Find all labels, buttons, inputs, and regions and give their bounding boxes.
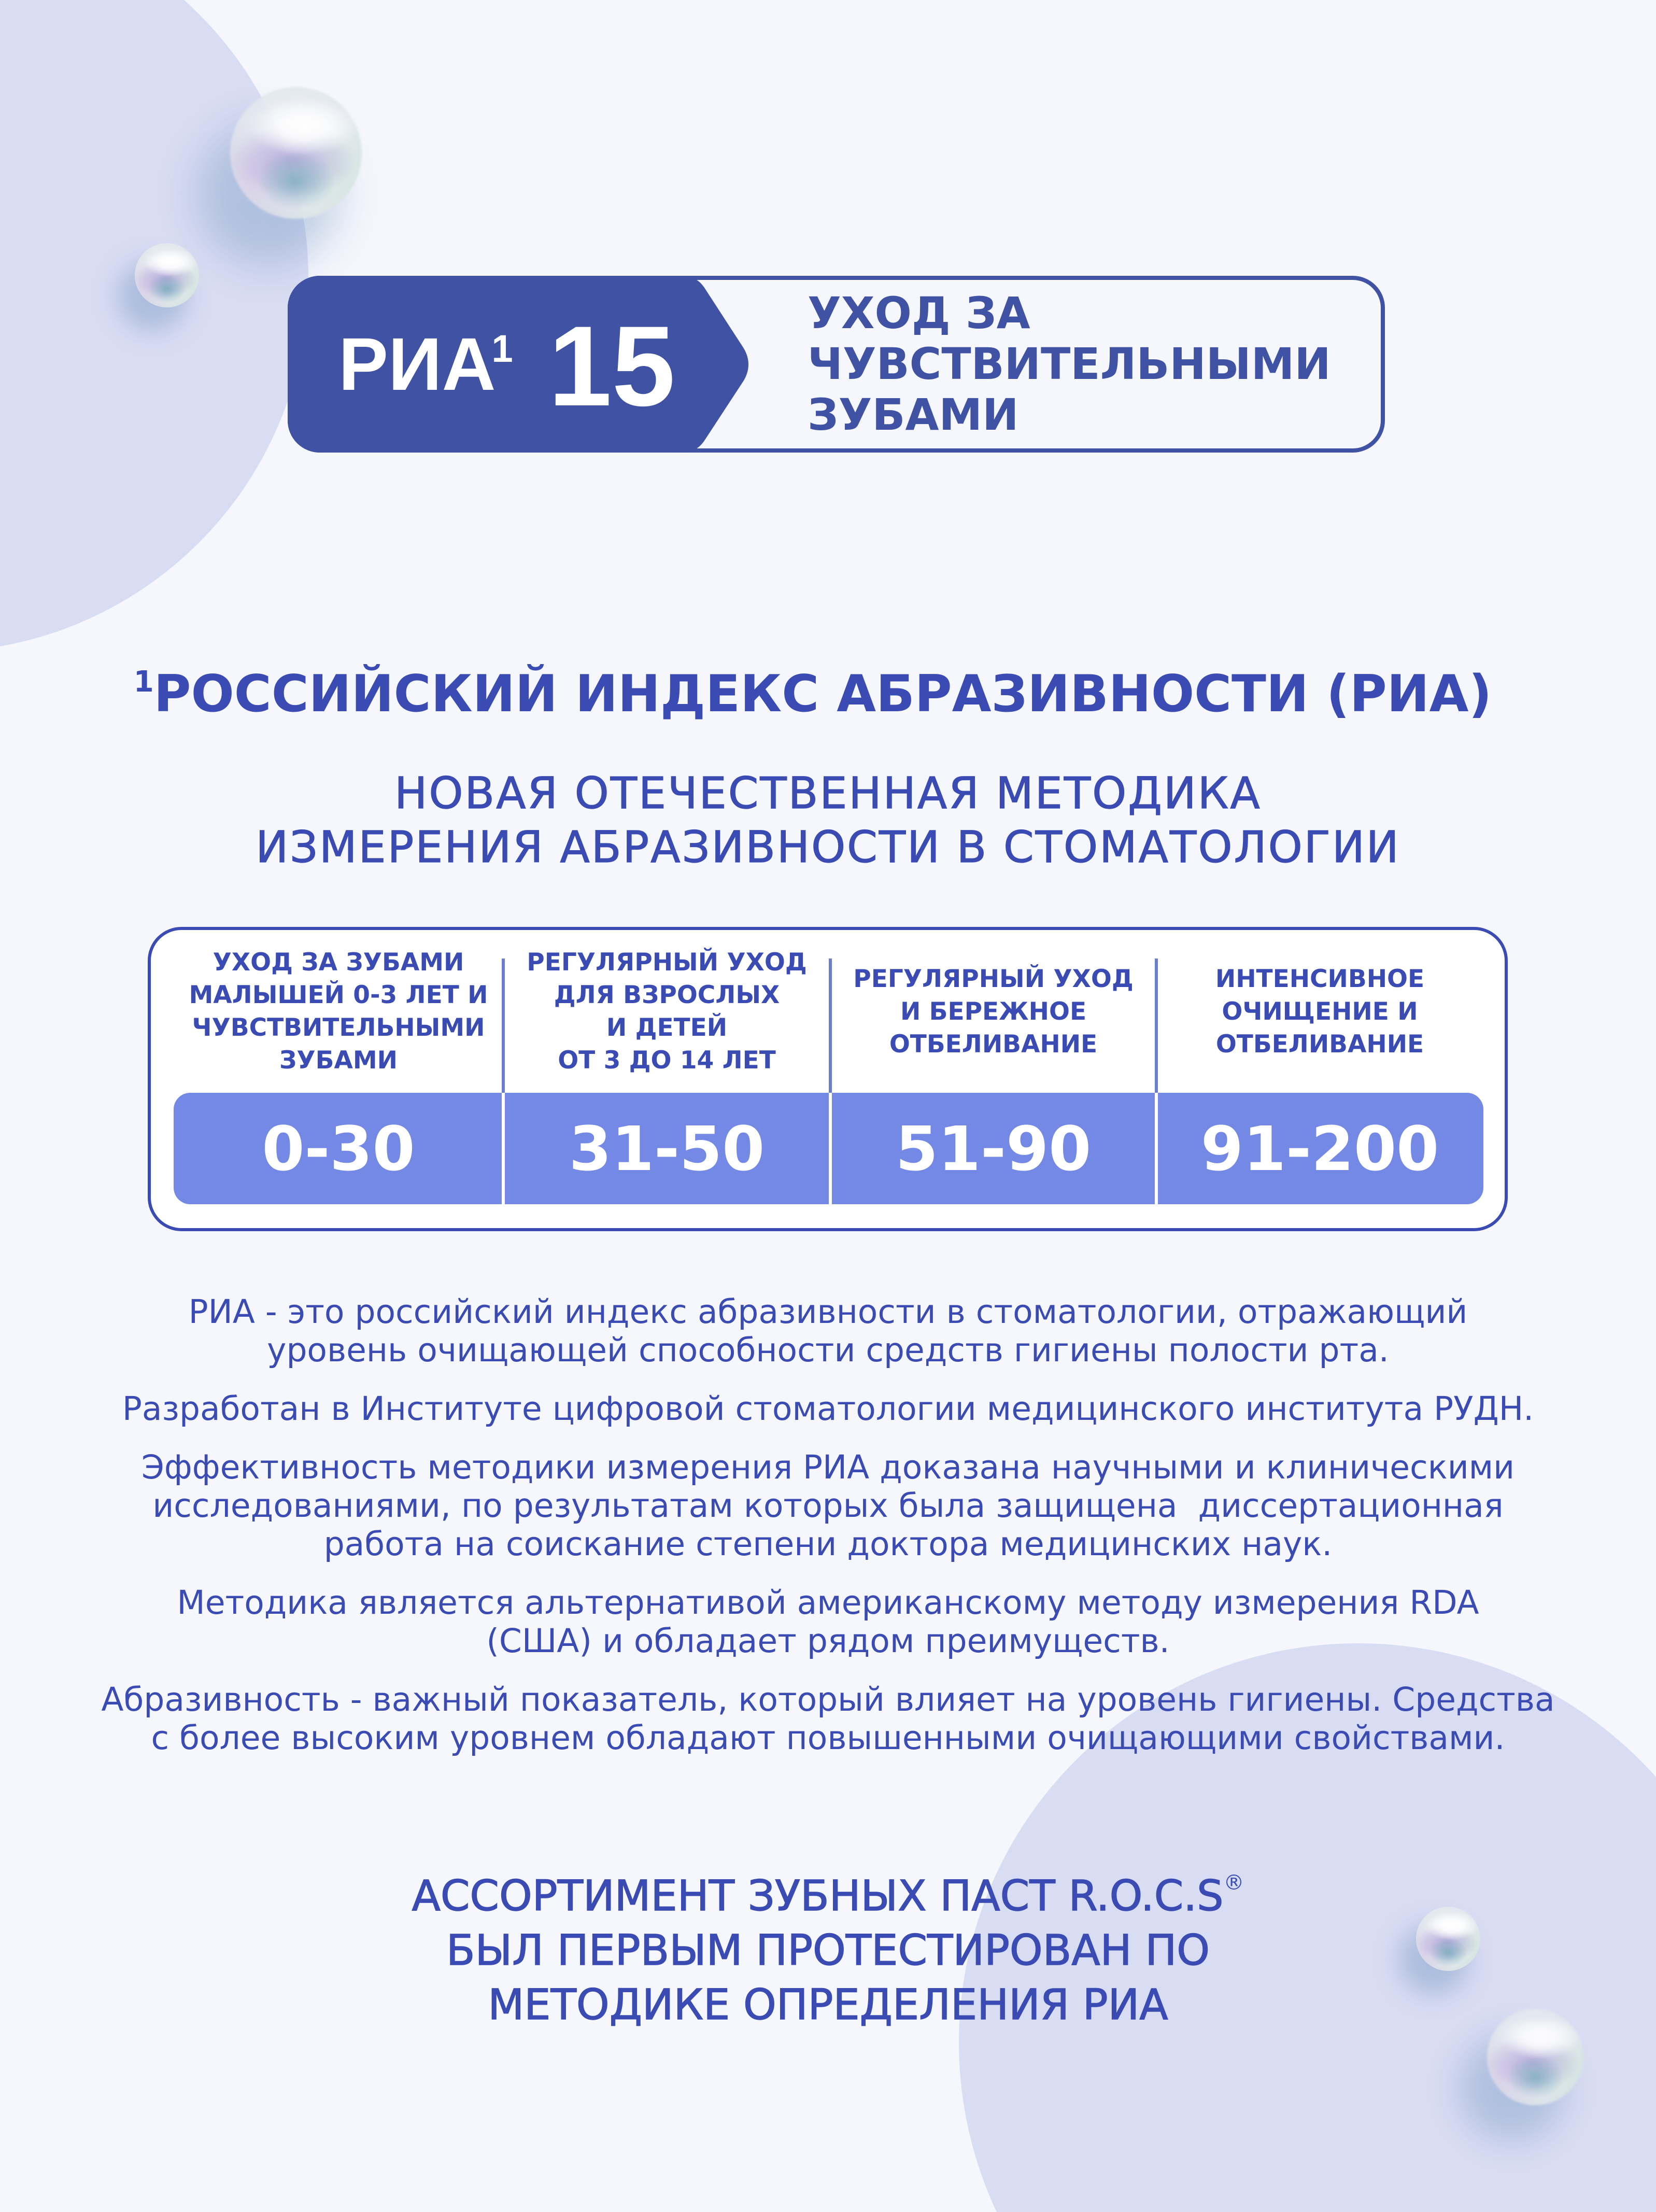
paragraph-line: Абразивность - важный показатель, который влияет на уровень гигиены. Средства bbox=[101, 1681, 1555, 1718]
header-line: УХОД ЗА ЗУБАМИ bbox=[213, 948, 464, 977]
paragraph-line: работа на соискание степени доктора медицинских наук. bbox=[323, 1525, 1333, 1563]
badge-label-text: РИА bbox=[338, 322, 496, 406]
claim-line-text: АССОРТИМЕНТ ЗУБНЫХ ПАСТ R.O.C.S bbox=[412, 1872, 1224, 1921]
paragraph bbox=[0, 1448, 1656, 1563]
trademark-icon: ® bbox=[1223, 1871, 1244, 1895]
claim-line: МЕТОДИКЕ ОПРЕДЕЛЕНИЯ РИА bbox=[488, 1981, 1168, 2030]
ria-badge bbox=[288, 276, 1385, 453]
badge-label bbox=[338, 322, 513, 406]
paragraph bbox=[0, 1293, 1656, 1370]
page-title bbox=[0, 663, 1625, 725]
column-divider bbox=[829, 959, 832, 1093]
paragraph-line: (США) и обладает рядом преимуществ. bbox=[486, 1622, 1170, 1660]
badge-description-line: ЗУБАМИ bbox=[808, 389, 1019, 440]
abrasivity-scale-table bbox=[148, 927, 1508, 1231]
claim-line bbox=[0, 1869, 1656, 1924]
column-divider bbox=[1155, 959, 1158, 1093]
header-line: ОТБЕЛИВАНИЕ bbox=[889, 1030, 1098, 1059]
header-line: ЗУБАМИ bbox=[279, 1046, 398, 1075]
rocs-claim bbox=[0, 1869, 1656, 2033]
paragraph-line: Разработан в Институте цифровой стоматологии медицинского института РУДН. bbox=[122, 1390, 1534, 1428]
scale-column-header bbox=[830, 930, 1156, 1093]
scale-range-value: 51-90 bbox=[895, 1112, 1092, 1185]
subtitle-line: ИЗМЕРЕНИЯ АБРАЗИВНОСТИ В СТОМАТОЛОГИИ bbox=[256, 822, 1400, 872]
title-footnote-mark: 1 bbox=[133, 665, 154, 699]
subtitle-line: НОВАЯ ОТЕЧЕСТВЕННАЯ МЕТОДИКА bbox=[394, 768, 1262, 819]
badge-description bbox=[808, 288, 1331, 440]
paragraph bbox=[0, 1681, 1656, 1757]
header-line: ОТБЕЛИВАНИЕ bbox=[1215, 1030, 1424, 1059]
paragraph-line: исследованиями, по результатам которых была защищена диссертационная bbox=[152, 1487, 1504, 1525]
badge-footnote-mark: 1 bbox=[491, 327, 513, 370]
scale-column-header bbox=[174, 930, 503, 1093]
header-line: И ДЕТЕЙ bbox=[606, 1013, 728, 1042]
paragraph-line: уровень очищающей способности средств гигиены полости рта. bbox=[267, 1331, 1389, 1369]
badge-value: 15 bbox=[548, 302, 675, 430]
paragraph-line: Методика является альтернативой американскому методу измерения RDA bbox=[177, 1584, 1479, 1622]
scale-column-header bbox=[1156, 930, 1483, 1093]
claim-line: БЫЛ ПЕРВЫМ ПРОТЕСТИРОВАН ПО bbox=[446, 1926, 1210, 1975]
header-line: МАЛЫШЕЙ 0-3 ЛЕТ И bbox=[189, 981, 488, 1009]
column-divider bbox=[1155, 1093, 1158, 1204]
header-line: ИНТЕНСИВНОЕ bbox=[1215, 964, 1425, 993]
scale-range-value: 31-50 bbox=[569, 1112, 765, 1185]
pearl-icon bbox=[230, 87, 362, 219]
badge-description-line: ЧУВСТВИТЕЛЬНЫМИ bbox=[808, 339, 1331, 389]
paragraph bbox=[0, 1390, 1656, 1428]
header-line: РЕГУЛЯРНЫЙ УХОД bbox=[527, 948, 807, 977]
column-divider bbox=[502, 959, 505, 1093]
header-line: РЕГУЛЯРНЫЙ УХОД bbox=[853, 964, 1134, 993]
pearl-icon bbox=[135, 243, 199, 307]
paragraph-line: Эффективность методики измерения РИА доказана научными и клиническими bbox=[141, 1448, 1515, 1486]
paragraph-line: с более высоким уровнем обладают повышенными очищающими свойствами. bbox=[151, 1719, 1505, 1757]
subtitle bbox=[0, 766, 1656, 874]
header-line: ЧУВСТВИТЕЛЬНЫМИ bbox=[192, 1013, 485, 1042]
header-line: ОТ 3 ДО 14 ЛЕТ bbox=[558, 1046, 776, 1075]
scale-column-header bbox=[503, 930, 830, 1093]
column-divider bbox=[502, 1093, 505, 1204]
header-line: ДЛЯ ВЗРОСЛЫХ bbox=[554, 981, 780, 1009]
title-text: РОССИЙСКИЙ ИНДЕКС АБРАЗИВНОСТИ (РИА) bbox=[153, 665, 1492, 724]
header-line: ОЧИЩЕНИЕ И bbox=[1222, 997, 1418, 1026]
scale-range-value: 91-200 bbox=[1200, 1112, 1439, 1185]
header-line: И БЕРЕЖНОЕ bbox=[900, 997, 1087, 1026]
paragraph-line: РИА - это российский индекс абразивности в стоматологии, отражающий bbox=[188, 1293, 1468, 1331]
paragraph bbox=[0, 1584, 1656, 1660]
badge-description-line: УХОД ЗА bbox=[808, 288, 1030, 339]
column-divider bbox=[829, 1093, 832, 1204]
scale-range-value: 0-30 bbox=[262, 1112, 415, 1185]
description-text bbox=[0, 1293, 1656, 1778]
